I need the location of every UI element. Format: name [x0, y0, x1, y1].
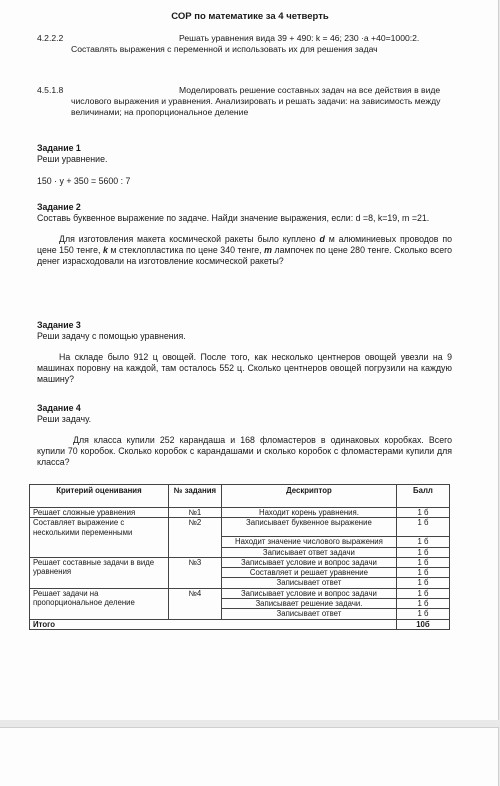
- equation: 150 · y + 350 = 5600 : 7: [37, 176, 131, 186]
- task-heading: Задание 4: [37, 403, 81, 413]
- criterion-cell: Решает сложные уравнения: [30, 508, 169, 518]
- objective-code: 4.5.1.8: [37, 85, 64, 95]
- table-row: [30, 518, 450, 537]
- table-row: [30, 588, 450, 598]
- problem-text: лампочек по цене 280 тенге. Сколько всего денег израсходовали на изготовление космической ракеты?: [37, 245, 452, 266]
- task-number-cell: №1: [168, 508, 221, 518]
- descriptor-cell: Записывает буквенное выражение: [221, 518, 396, 537]
- criterion-cell: Составляет выражение с несколькими переменными: [30, 518, 169, 558]
- total-score: 10б: [396, 619, 449, 629]
- score-cell: 1 б: [396, 518, 449, 537]
- descriptor-cell: Находит корень уравнения.: [221, 508, 396, 518]
- score-cell: 1 б: [396, 599, 449, 609]
- task-problem: На складе было 912 ц овощей. После того, как несколько центнеров овощей увезли на 9 машинах поровну на каждой, там осталось 552 ц. Сколько центнеров овощей погрузили на каждую машину?: [37, 352, 452, 384]
- problem-text: м алюминиевых проводов по цене 150 тенге,: [37, 234, 452, 255]
- score-cell: 1 б: [396, 609, 449, 619]
- variable-k: k: [102, 245, 108, 255]
- header-task-number: № задания: [168, 485, 221, 508]
- score-cell: 1 б: [396, 547, 449, 557]
- variable-d: d: [319, 234, 325, 244]
- problem-text: Для изготовления макета космической ракеты было куплено: [59, 234, 316, 244]
- task-heading: Задание 2: [37, 202, 81, 212]
- descriptor-cell: Записывает условие и вопрос задачи: [221, 557, 396, 567]
- objective-1: [37, 33, 457, 55]
- problem-text: м стеклопластика по цене 340 тенге,: [110, 245, 262, 255]
- descriptor-cell: Записывает ответ: [221, 578, 396, 588]
- descriptor-cell: Составляет и решает уравнение: [221, 568, 396, 578]
- task-2: [37, 202, 452, 267]
- task-instruction: Составь буквенное выражение по задаче. Найди значение выражения, если: d =8, k=19, m =21.: [37, 213, 430, 223]
- total-row: [30, 619, 450, 629]
- total-label: Итого: [30, 619, 397, 629]
- task-instruction: Реши уравнение.: [37, 154, 108, 164]
- variable-m: m: [264, 245, 272, 255]
- task-problem: Для класса купили 252 карандаша и 168 фломастеров в одинаковых коробках. Всего купили 70 коробок. Сколько коробок с карандашами и сколько коробок с фломастерами купили для класса?: [37, 435, 452, 467]
- score-cell: 1 б: [396, 508, 449, 518]
- page-title: СОР по математике за 4 четверть: [171, 11, 329, 22]
- next-page: [0, 727, 499, 786]
- header-criterion: Критерий оценивания: [30, 485, 169, 508]
- table-row: [30, 557, 450, 567]
- descriptor-cell: Записывает ответ задачи: [221, 547, 396, 557]
- header-descriptor: Дескриптор: [221, 485, 396, 508]
- criterion-cell: Решает составные задачи в виде уравнения: [30, 557, 169, 588]
- descriptor-cell: Записывает условие и вопрос задачи: [221, 588, 396, 598]
- header-score: Балл: [396, 485, 449, 508]
- task-heading: Задание 3: [37, 320, 81, 330]
- task-problem: [37, 234, 452, 267]
- table-row: [30, 508, 450, 518]
- task-1: [37, 143, 452, 187]
- descriptor-cell: Записывает решение задачи.: [221, 599, 396, 609]
- task-3: [37, 320, 452, 385]
- task-number-cell: №4: [168, 588, 221, 619]
- table-header-row: [30, 485, 450, 508]
- score-cell: 1 б: [396, 568, 449, 578]
- task-heading: Задание 1: [37, 143, 81, 153]
- assessment-table: [29, 484, 450, 630]
- task-4: [37, 403, 452, 468]
- score-cell: 1 б: [396, 557, 449, 567]
- task-instruction: Реши задачу с помощью уравнения.: [37, 331, 186, 341]
- objective-text: Моделировать решение составных задач на все действия в виде числового выражения и уравнения. Анализировать и решать задачи: на зависимость между величинами; на пропорциональное деление: [71, 85, 441, 117]
- descriptor-cell: Находит значение числового выражения: [221, 537, 396, 547]
- objective-code: 4.2.2.2: [37, 33, 64, 43]
- score-cell: 1 б: [396, 537, 449, 547]
- task-instruction: Реши задачу.: [37, 414, 92, 424]
- criterion-cell: Решает задачи на пропорциональное деление: [30, 588, 169, 619]
- score-cell: 1 б: [396, 588, 449, 598]
- objective-2: [37, 85, 457, 118]
- task-number-cell: №3: [168, 557, 221, 588]
- score-cell: 1 б: [396, 578, 449, 588]
- descriptor-cell: Записывает ответ: [221, 609, 396, 619]
- task-number-cell: №2: [168, 518, 221, 558]
- objective-text: Решать уравнения вида 39 + 490: k = 46; 230 ·a +40=1000:2. Составлять выражения с переменной и использовать их для решения задач: [71, 33, 420, 54]
